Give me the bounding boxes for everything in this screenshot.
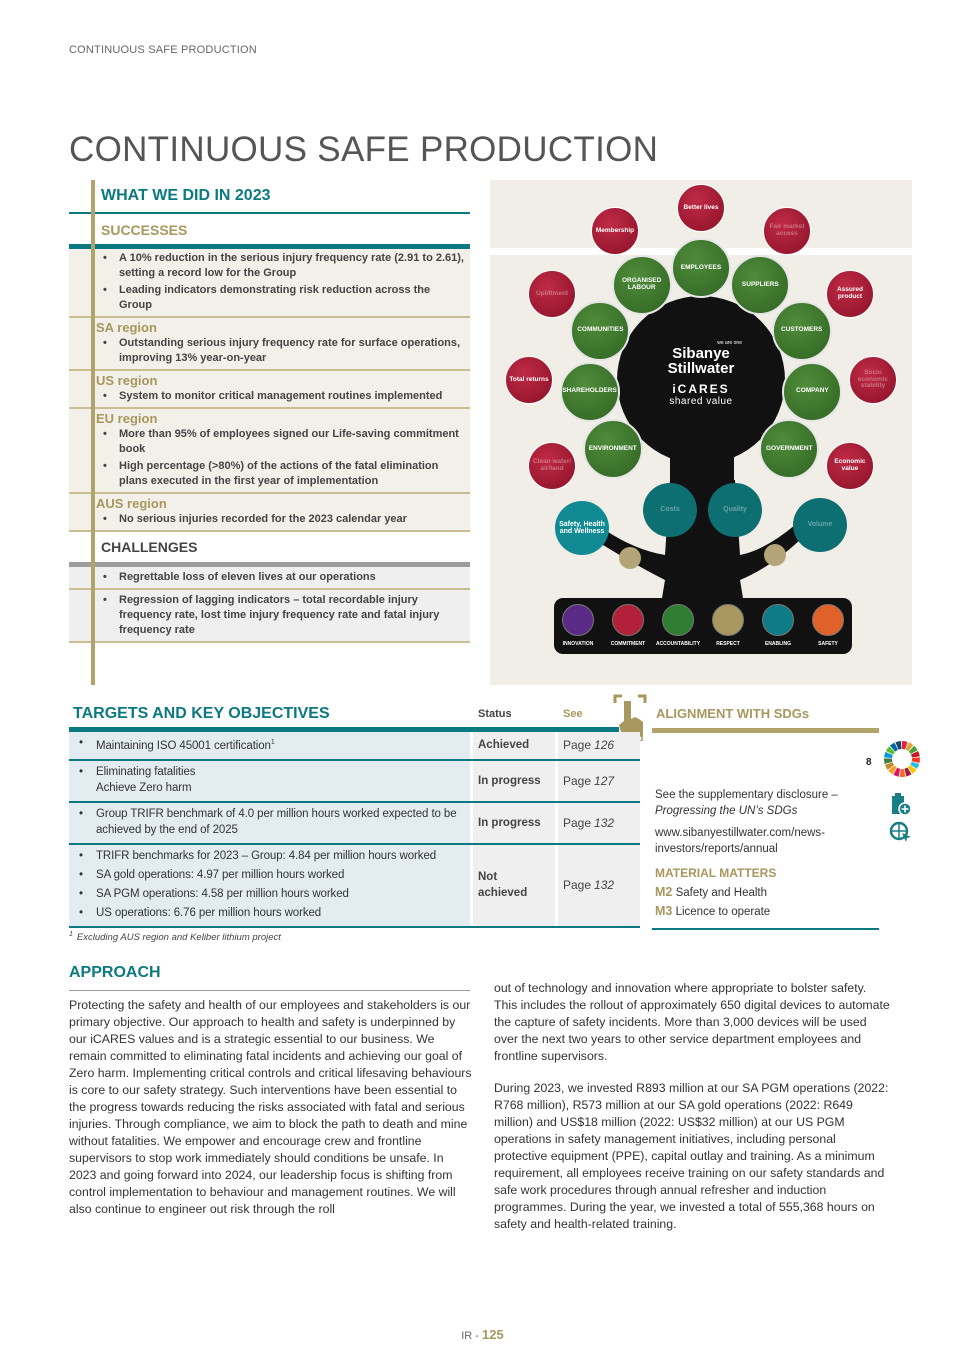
stakeholder-circle: SUPPLIERS [730,255,790,315]
pillar-circle: Volume [793,498,847,552]
challenge-row [69,567,470,590]
group-successes [69,249,470,318]
matter-label: Licence to operate [675,906,771,918]
status-cell: In progress [473,761,555,803]
page-number: 125 [482,1327,504,1342]
objective-cell [69,732,470,759]
value-label: COMMITMENT [610,641,646,647]
region-section [69,494,470,532]
region-section [69,318,470,371]
region-list [97,336,466,366]
targets-table [69,732,640,928]
page-reference-link[interactable] [558,732,640,761]
sdg-body [655,787,880,920]
targets-block [69,732,640,943]
center-subtitle: shared value [669,396,733,407]
objective-list [77,806,468,838]
challenge-list [97,593,466,638]
approach-paragraph: out of technology and innovation where appropriate to bolster safety. This includes the rollout of approximately 650 digital devices to automate the capture of safety incidents. More than 3,000 devices will be used over the next two years to other service department employees and frontline supervisors. [494,981,890,1063]
commitment-value-icon [612,604,644,636]
enabling-value-icon [762,604,794,636]
matter-code: M3 [655,904,673,918]
logo-tagline: we are one [717,340,742,346]
divider [652,728,879,733]
divider [652,928,879,930]
objective-item: • Maintaining ISO 45001 certification$^1$ [77,735,468,754]
challenge-row [69,590,470,643]
safety-value-icon [812,604,844,636]
footnote-mark: 1 [69,930,73,938]
successes-heading: SUCCESSES [101,222,188,238]
material-matters-heading: MATERIAL MATTERS [655,866,777,880]
objective-cell [69,803,470,843]
approach-heading: APPROACH [69,964,161,981]
outcome-circle: Membership [591,207,639,255]
region-list [97,427,466,489]
material-matter [655,903,880,920]
region-section [69,371,470,409]
page-number: 132 [594,815,615,830]
region-item: • More than 95% of employees signed our Life-saving commitment book [97,427,466,457]
objective-list [77,735,468,754]
table-row [69,845,640,928]
disclosure-text: See the supplementary disclosure – [655,789,838,801]
divider [91,180,95,685]
stakeholder-circle: ORGANISED LABOUR [612,255,672,315]
sdg-wheel-segment [900,769,906,777]
value-label: RESPECT [716,641,740,647]
material-matter [655,884,880,901]
table-row [69,761,640,803]
page-number: 127 [594,773,615,788]
page-prefix: Page [563,815,592,830]
running-header: CONTINUOUS SAFE PRODUCTION [69,44,257,56]
supplementary-document-icon [890,793,912,817]
pillar-circle: Quality [708,483,762,537]
page-prefix: Page [563,878,592,893]
status-column-header: Status [478,708,512,720]
status-cell: Not achieved [473,845,555,928]
sdg-goal-number: 8 [866,757,872,768]
what-we-did-heading: WHAT WE DID IN 2023 [101,187,271,204]
pillar-circle: Safety, Health and Wellness [555,501,609,555]
value-label: SAFETY [818,641,838,647]
approach-paragraph: Protecting the safety and health of our employees and stakeholders is our primary objective. Our approach to health and safety is underpinned by our iCARES values and is a strategic essential to our business. We remain committed to eliminating fatal incidents and achieving our goal of Zero harm. Implementing critical controls and critical lifesaving behaviours is core to our safety strategy. Such interventions have been essential to the progress towards reducing the risks associated with fatal and serious injuries. Through compliance, we aim to block the path to death and mine without fatalities. We empower and encourage crew and frontline supervisors to stop work immediately should conditions be unsafe. In 2023 and going forward into 2024, our leadership focus is shifting from control implementation to behaviour and management routines. We will also continue to engineer out risk through the roll [69,998,472,1216]
stakeholder-circle: GOVERNMENT [759,419,819,479]
sdg-wheel-icon [883,740,921,778]
website-globe-icon[interactable] [889,821,913,843]
region-heading: AUS region [96,496,167,511]
objective-item: • US operations: 6.76 per million hours worked [77,905,468,921]
region-list [97,389,466,404]
stakeholder-circle: COMMUNITIES [570,301,630,361]
objective-item: • Eliminating fatalities Achieve Zero harm [77,764,468,796]
region-item: • No serious injuries recorded for the 2023 calendar year [97,512,466,527]
objective-item: • TRIFR benchmarks for 2023 – Group: 4.84 per million hours worked [77,848,468,864]
challenge-item: • Regrettable loss of eleven lives at our operations [97,570,466,585]
objective-list [77,764,468,796]
table-row [69,732,640,761]
footnote [69,931,640,943]
region-heading: SA region [96,320,157,335]
objective-cell [69,845,470,926]
region-list [97,512,466,527]
innovation-value-icon [562,604,594,636]
page-prefix: Page [563,738,592,753]
accountability-value-icon [662,604,694,636]
value-label: ENABLING [764,641,792,647]
center-title: iCARES [672,382,730,396]
page-reference-link[interactable] [558,803,640,845]
challenge-list [97,570,466,585]
logo-text: Sibanye Stillwater [667,345,735,377]
stakeholder-circle: CUSTOMERS [772,301,832,361]
objective-item: • SA gold operations: 4.97 per million hours worked [77,867,468,883]
page-number: 132 [594,878,615,893]
icares-shared-value-diagram [490,180,912,685]
page-number: 126 [594,738,615,753]
outcome-circle: Total returns [505,356,553,404]
objective-item: • SA PGM operations: 4.58 per million hours worked [77,886,468,902]
region-item: • Outstanding serious injury frequency rate for surface operations, improving 13% year-on-year [97,336,466,366]
objective-item: • Group TRIFR benchmark of 4.0 per million hours worked expected to be achieved by the end of 2025 [77,806,468,838]
page-title: CONTINUOUS SAFE PRODUCTION [69,130,659,169]
footer-prefix: IR - [461,1330,479,1342]
region-heading: US region [96,373,158,388]
challenges-heading: CHALLENGES [101,539,198,555]
approach-paragraph: During 2023, we invested R893 million at our SA PGM operations (2022: R768 million), R573 million at our SA gold operations (2022: R649 million) and US$18 million (2022: US$32 million) at our US PGM operations in safety management initiatives, including personal protective equipment (PPE), capital outlay and training. As a minimum requirement, all employees receive training on our safety standards and safe work procedures through annual refresher and induction programmes. During the year, we invested a total of 555,368 hours on safety and health-related training. [494,1081,889,1231]
value-label: INNOVATION [562,641,594,647]
challenge-item: • Regression of lagging indicators – total recordable injury frequency rate, lost time injury frequency rate and fatal injury frequency rate [97,593,466,638]
pillar-circle: Costs [643,483,697,537]
status-cell: In progress [473,803,555,845]
region-item: • System to monitor critical management routines implemented [97,389,466,404]
value-label: ACCOUNTABILITY [655,641,701,647]
outcome-circle: Better lives [677,184,725,232]
respect-value-icon [712,604,744,636]
page-footer [0,1327,965,1342]
matter-code: M2 [655,885,673,899]
page-reference-link[interactable] [558,845,640,928]
stakeholder-circle: EMPLOYEES [671,238,731,298]
logo [646,340,756,407]
objective-list [77,848,468,921]
sdg-heading: ALIGNMENT WITH SDGs [656,706,810,721]
region-item: • High percentage (>80%) of the actions of the fatal elimination plans executed in the first year of implementation [97,459,466,489]
objective-cell [69,761,470,801]
success-item: • Leading indicators demonstrating risk reduction across the Group [97,283,466,313]
outcome-circle: Fair market access [763,207,811,255]
outcome-circle: Economic value [826,442,874,490]
sdg-wheel-segment [912,757,920,763]
stakeholder-circle: ENVIRONMENT [583,419,643,479]
page-reference-link[interactable] [558,761,640,803]
footnote-text: Excluding AUS region and Keliber lithium project [76,931,281,943]
footnote-ref: 1 [270,739,275,746]
report-link[interactable]: www.sibanyestillwater.com/news-investors/reports/annual [655,827,826,855]
see-column-header: See [563,708,583,720]
outcome-circle: Socio economic stability [849,356,897,404]
stakeholder-circle: COMPANY [782,362,842,422]
disclosure-title: Progressing the UN’s SDGs [655,805,798,817]
what-we-did-panel [69,180,470,685]
success-item: • A 10% reduction in the serious injury frequency rate (2.91 to 2.61), setting a record low for the Group [97,251,466,281]
status-cell: Achieved [473,732,555,761]
outcome-circle: Upliftment [528,270,576,318]
approach-right-column [494,980,890,1233]
outcome-circle: Clean water/ air/land [528,442,576,490]
stakeholder-circle: SHAREHOLDERS [560,362,620,422]
page-prefix: Page [563,773,592,788]
outcome-circle: Assured product [826,270,874,318]
region-section [69,409,470,494]
table-row [69,803,640,845]
matter-label: Safety and Health [675,887,767,899]
targets-heading: TARGETS AND KEY OBJECTIVES [73,705,330,722]
divider [69,990,470,991]
region-heading: EU region [96,411,158,426]
